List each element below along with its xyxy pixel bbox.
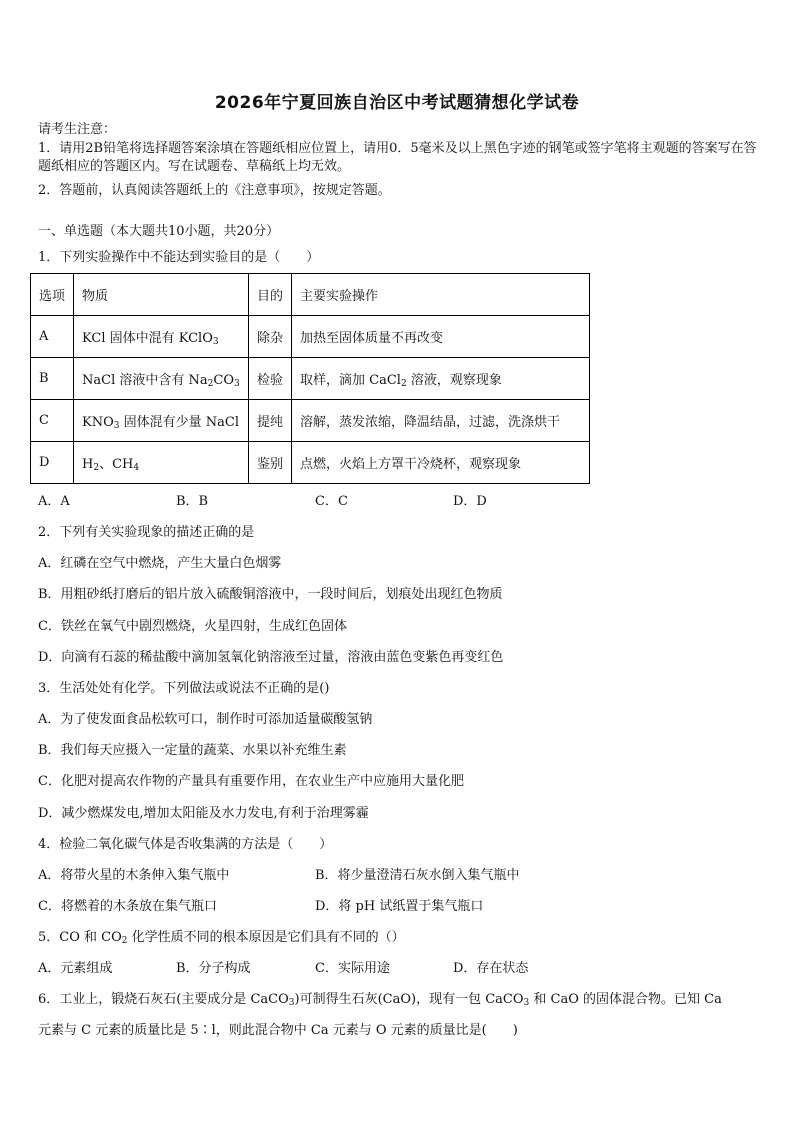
subscript: 2 xyxy=(207,379,214,389)
table-cell-operation: 加热至固体质量不再改变 xyxy=(292,316,590,358)
question-4-option-c: C．将燃着的木条放在集气瓶口 xyxy=(38,899,217,914)
table-cell-goal: 提纯 xyxy=(249,400,292,442)
question-1-option-d: D．D xyxy=(453,494,487,509)
question-1-stem: 1．下列实验操作中不能达到实验目的是（ ） xyxy=(38,250,320,265)
question-4-option-a: A．将带火星的木条伸入集气瓶中 xyxy=(38,868,230,883)
question-5-option-c: C．实际用途 xyxy=(315,961,390,976)
notice-item-1: 1．请用2B铅笔将选择题答案涂填在答题纸相应位置上，请用0．5毫米及以上黑色字迹的钢笔或签字笔将主观题的答案写在答题纸相应的答题区内。写在试题卷、草稿纸上均无效。 xyxy=(38,141,757,174)
table-cell-substance xyxy=(74,400,249,442)
stem-text: 5．CO 和 CO xyxy=(38,930,122,945)
table-row xyxy=(31,316,590,358)
section-heading: 一、单选题（本大题共10小题，共20分） xyxy=(38,224,280,239)
stem-text: 和 CaO 的固体混合物。已知 Ca xyxy=(529,992,722,1007)
substance-text: H xyxy=(82,457,94,472)
table-cell-option: B xyxy=(31,358,74,400)
table-header-cell: 物质 xyxy=(74,274,249,316)
question-2-option-c: C．铁丝在氧气中剧烈燃烧，火星四射，生成红色固体 xyxy=(38,619,347,634)
question-2-option-d: D．向滴有石蕊的稀盐酸中滴加氢氧化钠溶液至过量，溶液由蓝色变紫色再变红色 xyxy=(38,650,504,665)
notice-heading: 请考生注意： xyxy=(38,122,117,137)
table-cell-option: D xyxy=(31,442,74,484)
question-6-stem-line-2: 元素与 C 元素的质量比是 5∶l，则此混合物中 Ca 元素与 O 元素的质量比是( ) xyxy=(38,1023,518,1038)
table-header-row xyxy=(31,274,590,316)
subscript: 2 xyxy=(93,463,100,473)
table-row xyxy=(31,358,590,400)
question-3-stem: 3．生活处处有化学。下列做法或说法不正确的是() xyxy=(38,681,330,696)
substance-text: KCl 固体中混有 KClO xyxy=(82,331,213,346)
table-cell-substance xyxy=(74,316,249,358)
question-1-option-a: A．A xyxy=(38,494,70,509)
question-5-option-b: B．分子构成 xyxy=(176,961,251,976)
question-4-option-b: B．将少量澄清石灰水倒入集气瓶中 xyxy=(315,868,520,883)
operation-text: 取样，滴加 CaCl xyxy=(300,373,401,388)
subscript: 4 xyxy=(133,463,140,473)
substance-text: KNO xyxy=(82,415,114,430)
table-row xyxy=(31,442,590,484)
substance-text: CO xyxy=(213,373,234,388)
table-cell-goal: 鉴别 xyxy=(249,442,292,484)
subscript: 2 xyxy=(400,379,407,389)
table-header-cell: 主要实验操作 xyxy=(292,274,590,316)
subscript: 2 xyxy=(121,936,128,946)
substance-text: 固体混有少量 NaCl xyxy=(119,415,239,430)
subscript: 3 xyxy=(288,998,295,1008)
question-4-option-d: D．将 pH 试纸置于集气瓶口 xyxy=(315,899,484,914)
table-cell-operation xyxy=(292,358,590,400)
question-1-option-c: C．C xyxy=(315,494,348,509)
table-header-cell: 选项 xyxy=(31,274,74,316)
question-3-option-b: B．我们每天应摄入一定量的蔬菜、水果以补充维生素 xyxy=(38,743,347,758)
subscript: 3 xyxy=(212,337,219,347)
question-2-option-a: A．红磷在空气中燃烧，产生大量白色烟雾 xyxy=(38,556,282,571)
question-2-option-b: B．用粗砂纸打磨后的铝片放入硫酸铜溶液中，一段时间后，划痕处出现红色物质 xyxy=(38,587,503,602)
notice-item-2: 2．答题前，认真阅读答题纸上的《注意事项》，按规定答题。 xyxy=(38,183,391,198)
question-5-option-d: D．存在状态 xyxy=(453,961,529,976)
question-2-stem: 2．下列有关实验现象的描述正确的是 xyxy=(38,525,255,540)
question-3-option-c: C．化肥对提高农作物的产量具有重要作用，在农业生产中应施用大量化肥 xyxy=(38,774,464,789)
table-cell-option: A xyxy=(31,316,74,358)
substance-text: 、CH xyxy=(99,457,134,472)
table-cell-goal: 除杂 xyxy=(249,316,292,358)
substance-text: NaCl 溶液中含有 Na xyxy=(82,373,208,388)
stem-text: 6．工业上，锻烧石灰石(主要成分是 CaCO xyxy=(38,992,289,1007)
question-1-option-b: B．B xyxy=(176,494,209,509)
question-5-option-a: A．元素组成 xyxy=(38,961,113,976)
subscript: 3 xyxy=(233,379,240,389)
table-header-cell: 目的 xyxy=(249,274,292,316)
table-cell-substance xyxy=(74,358,249,400)
table-cell-goal: 检验 xyxy=(249,358,292,400)
question-3-option-d: D．减少燃煤发电,增加太阳能及水力发电,有利于治理雾霾 xyxy=(38,806,369,821)
page-title: 2026年宁夏回族自治区中考试题猜想化学试卷 xyxy=(214,93,580,113)
operation-text: 溶液，观察现象 xyxy=(406,373,502,388)
subscript: 3 xyxy=(523,998,530,1008)
table-cell-substance xyxy=(74,442,249,484)
table-row xyxy=(31,400,590,442)
question-5-stem xyxy=(38,929,405,947)
table-cell-operation: 溶解，蒸发浓缩，降温结晶，过滤，洗涤烘干 xyxy=(292,400,590,442)
question-4-stem: 4．检验二氧化碳气体是否收集满的方法是（ ） xyxy=(38,837,333,852)
question-3-option-a: A．为了使发面食品松软可口，制作时可添加适量碳酸氢钠 xyxy=(38,712,373,727)
question-6-stem-line-1 xyxy=(38,991,722,1009)
stem-text: 化学性质不同的根本原因是它们具有不同的（） xyxy=(127,930,405,945)
table-cell-operation: 点燃，火焰上方罩干冷烧杯，观察现象 xyxy=(292,442,590,484)
question-1-table xyxy=(30,273,590,484)
stem-text: )可制得生石灰(CaO)，现有一包 CaCO xyxy=(294,992,524,1007)
subscript: 3 xyxy=(113,421,120,431)
table-cell-option: C xyxy=(31,400,74,442)
